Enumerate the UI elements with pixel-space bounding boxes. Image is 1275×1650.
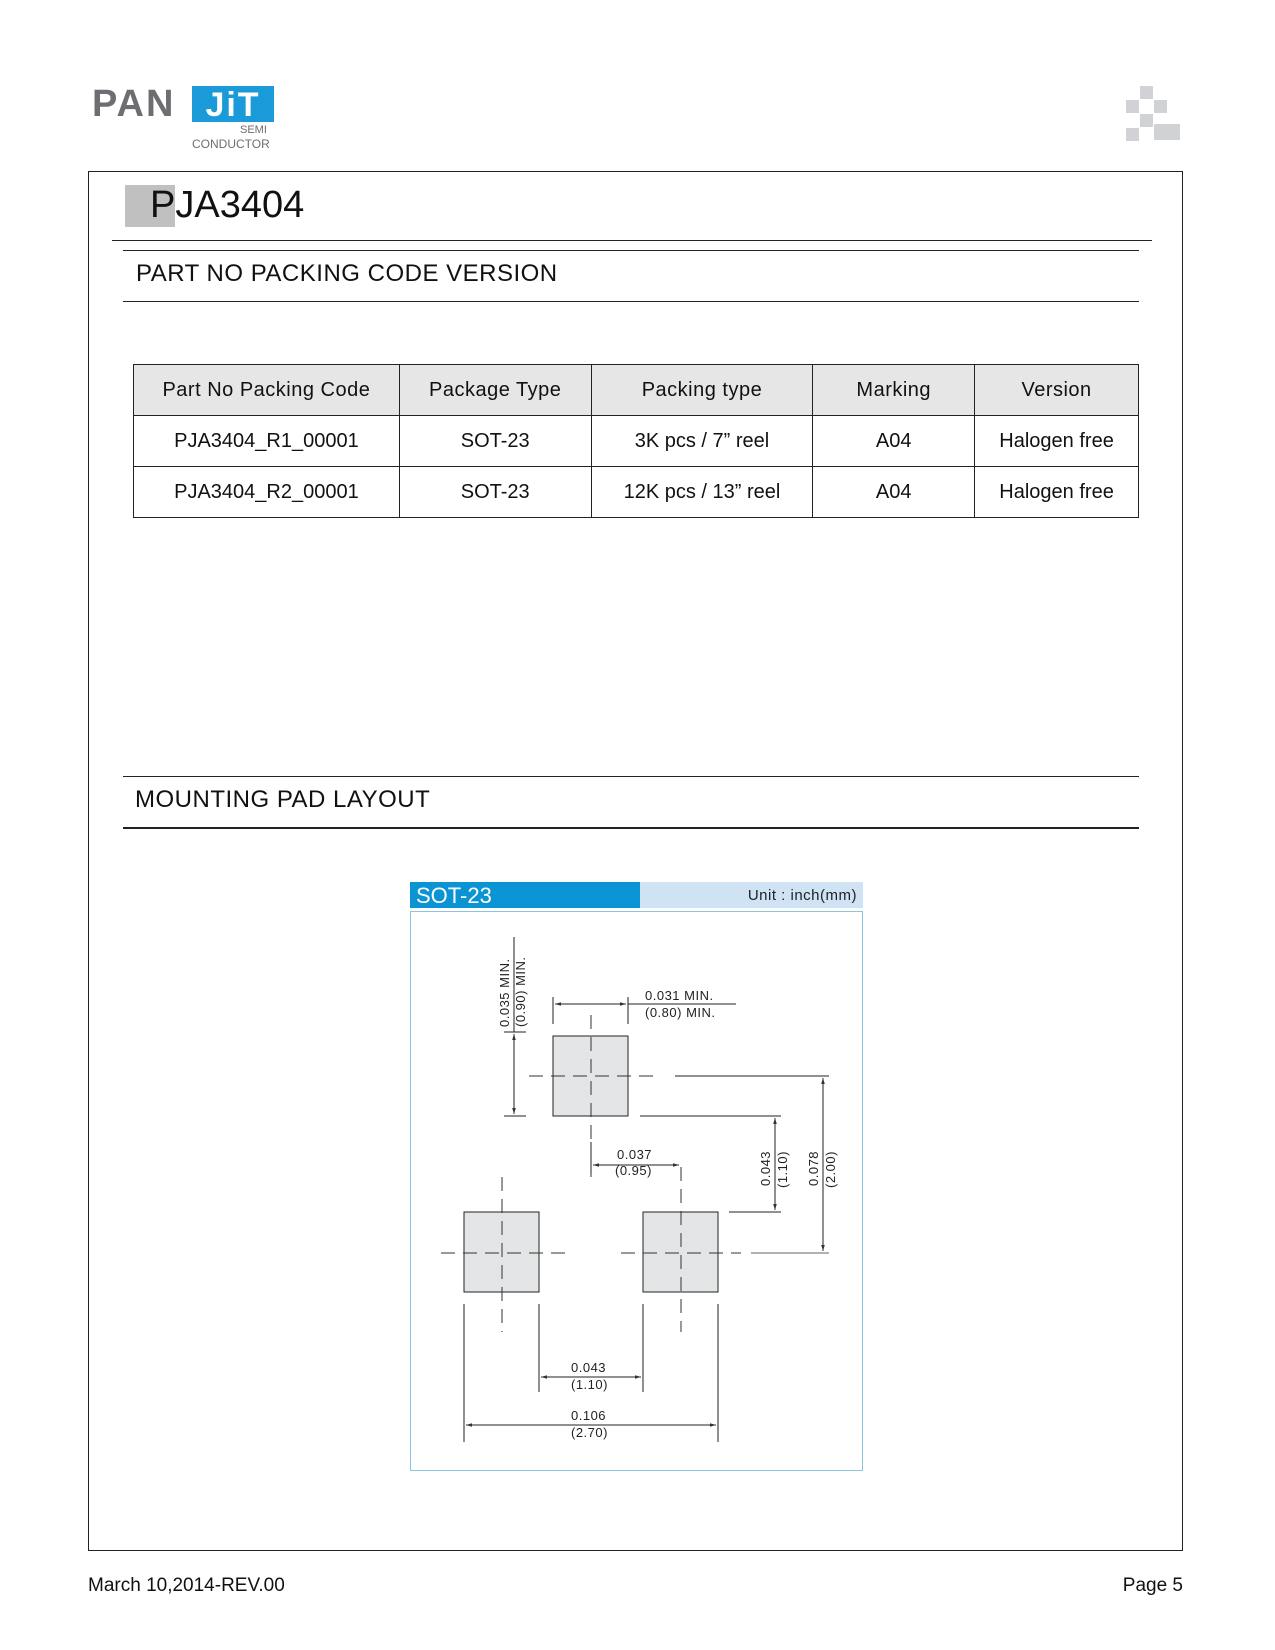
dim-inner-gap-mm: (1.10) — [571, 1377, 608, 1392]
dim-half-pitch-mm: (0.95) — [615, 1163, 652, 1178]
table-cell: 3K pcs / 7” reel — [591, 416, 813, 467]
dim-inner-gap-inch: 0.043 — [571, 1360, 607, 1375]
col-header: Part No Packing Code — [134, 365, 400, 416]
table-header-row — [134, 365, 1139, 416]
dim-row-pitch-inch: 0.078 — [806, 1150, 821, 1186]
dim-row-gap-mm: (1.10) — [775, 1151, 790, 1188]
table-cell: Halogen free — [975, 416, 1139, 467]
section-divider — [123, 776, 1139, 777]
col-header: Version — [975, 365, 1139, 416]
section-divider — [123, 827, 1139, 829]
dim-pad-height-mm: (0.90) MIN. — [513, 956, 528, 1027]
table-cell: 12K pcs / 13” reel — [591, 467, 813, 518]
diagram-unit-label: Unit : inch(mm) — [640, 882, 863, 908]
diagram-package-label: SOT-23 — [410, 882, 640, 908]
logo-jit-block: JiT — [192, 86, 274, 122]
dim-half-pitch-inch: 0.037 — [617, 1147, 653, 1162]
dim-pad-width-inch: 0.031 MIN. — [645, 988, 714, 1003]
table-cell: A04 — [813, 416, 975, 467]
col-header: Package Type — [399, 365, 591, 416]
footer-date-revision: March 10,2014-REV.00 — [88, 1575, 285, 1596]
table-cell: PJA3404_R1_00001 — [134, 416, 400, 467]
mounting-pad-diagram — [410, 911, 863, 1471]
section-divider — [123, 250, 1139, 251]
col-header: Packing type — [591, 365, 813, 416]
logo-conductor-text: CONDUCTOR — [192, 137, 270, 151]
table-cell: SOT-23 — [399, 467, 591, 518]
part-number-title: PJA3404 — [150, 184, 305, 226]
dim-overall-width-mm: (2.70) — [571, 1425, 608, 1440]
table-cell: Halogen free — [975, 467, 1139, 518]
section-title-packing: PART NO PACKING CODE VERSION — [136, 260, 558, 287]
table-cell: A04 — [813, 467, 975, 518]
logo-pan-text: PAN — [92, 83, 176, 125]
dim-pad-height-inch: 0.035 MIN. — [497, 958, 512, 1027]
footer-page-number: Page 5 — [1122, 1575, 1183, 1596]
dim-overall-width-inch: 0.106 — [571, 1408, 607, 1423]
table-cell: SOT-23 — [399, 416, 591, 467]
table-row — [134, 416, 1139, 467]
title-divider — [112, 240, 1152, 241]
table-cell: PJA3404_R2_00001 — [134, 467, 400, 518]
packing-table — [133, 364, 1139, 518]
section-title-mounting: MOUNTING PAD LAYOUT — [135, 786, 431, 813]
dim-row-pitch-mm: (2.00) — [823, 1151, 838, 1188]
logo-semi-text: SEMI — [240, 124, 267, 136]
col-header: Marking — [813, 365, 975, 416]
dim-row-gap-inch: 0.043 — [758, 1150, 773, 1186]
section-divider — [123, 301, 1139, 302]
pad-layout-drawing — [411, 912, 861, 1469]
dim-pad-width-mm: (0.80) MIN. — [645, 1005, 716, 1020]
table-row — [134, 467, 1139, 518]
